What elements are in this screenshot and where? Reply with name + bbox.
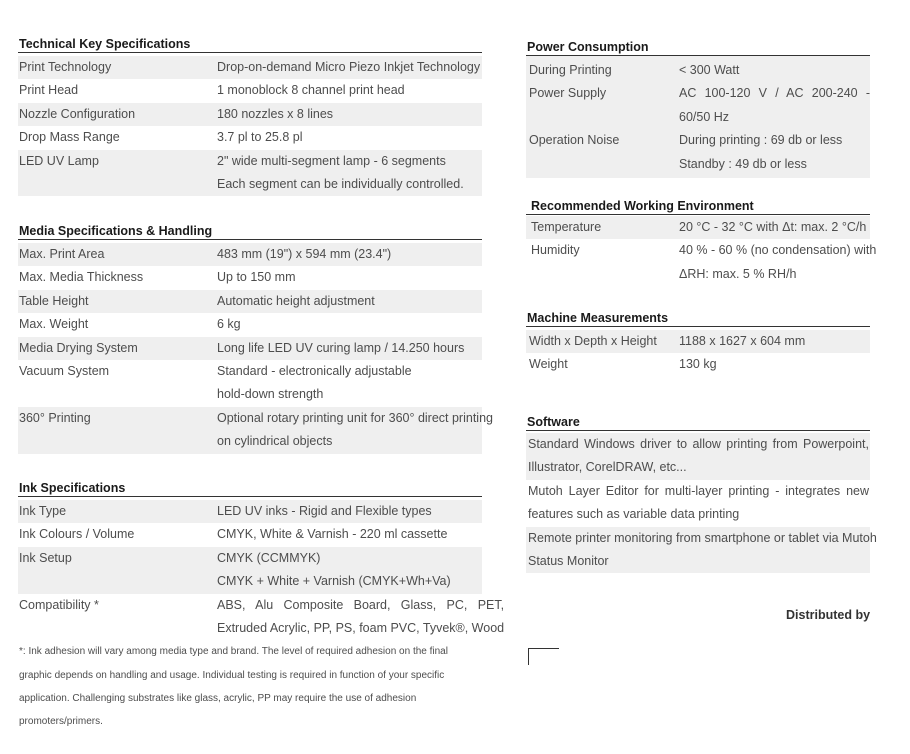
spec-value: < 300 Watt [679,63,740,77]
footnote-line: promoters/primers. [19,716,103,728]
power-table [526,56,870,178]
spec-value: 60/50 Hz [679,109,730,124]
footnote-line: *: Ink adhesion will vary among media type and brand. The level of required adhesion on the final [19,646,448,658]
footnote-line: graphic depends on handling and usage. Individual testing is required in function of your specific [19,669,445,681]
media-specs-title: Media Specifications & Handling [18,224,482,240]
software-line: Mutoh Layer Editor for multi-layer printing - integrates new [528,483,869,498]
spec-label: During Printing [529,63,612,77]
spec-row [526,353,870,376]
spec-label: Humidity [531,243,580,258]
spec-label: Ink Setup [19,550,72,565]
software-item [526,433,870,480]
software-title: Software [526,415,870,431]
spec-label: Max. Weight [19,317,89,332]
spec-value: 6 kg [217,317,241,332]
environment-section [526,199,877,286]
ink-specs-title: Ink Specifications [18,481,482,497]
spec-label: Max. Media Thickness [19,270,144,285]
power-title: Power Consumption [526,40,870,56]
spec-value: Automatic height adjustment [217,293,375,308]
spec-row [18,407,493,454]
spec-label: Operation Noise [529,133,620,148]
spec-value: Long life LED UV curing lamp / 14.250 hours [217,340,465,355]
footnote-line: application. Challenging substrates like glass, acrylic, PP may require the use of adhesion [19,693,417,705]
spec-row [18,313,482,336]
spec-label: Ink Colours / Volume [19,527,135,542]
spec-value: 20 °C - 32 °C with Δt: max. 2 °C/h [679,220,867,234]
software-line: features such as variable data printing [528,507,740,522]
spec-value: 3.7 pl to 25.8 pl [217,130,303,145]
technical-specs-section [18,37,482,196]
spec-row [526,82,870,129]
spec-row [526,216,870,239]
spec-row [18,56,482,79]
ink-specs-section [18,481,505,734]
spec-row [18,594,505,641]
spec-value: 1 monoblock 8 channel print head [217,83,405,98]
spec-label: Temperature [531,220,602,234]
environment-title: Recommended Working Environment [526,199,870,215]
spec-value: 1188 x 1627 x 604 mm [679,334,806,348]
spec-row [18,103,482,126]
spec-label: Ink Type [19,504,67,518]
software-item [526,480,870,527]
spec-label: Nozzle Configuration [19,106,136,121]
spec-label: Max. Print Area [19,247,105,261]
spec-value: LED UV inks - Rigid and Flexible types [217,504,432,518]
spec-row [18,266,482,289]
software-line: Status Monitor [528,554,609,569]
spec-label: Print Technology [19,60,112,74]
spec-label: Media Drying System [19,340,138,355]
spec-value: AC 100-120 V / AC 200-240 - [679,86,870,101]
spec-row [18,360,482,407]
software-line: Standard Windows driver to allow printing from Powerpoint, [528,437,869,451]
spec-value: Optional rotary printing unit for 360° direct printing [217,410,493,425]
spec-row [18,150,482,197]
spec-value: During printing : 69 db or less [679,133,843,148]
spec-label: Drop Mass Range [19,130,120,145]
spec-label: Power Supply [529,86,607,101]
machine-section [526,311,870,377]
spec-label: Table Height [19,293,89,308]
spec-label: Width x Depth x Height [529,334,657,348]
spec-value: Up to 150 mm [217,270,296,285]
spec-value: Standard - electronically adjustable [217,364,412,379]
spec-value: Drop-on-demand Micro Piezo Inkjet Technology [217,60,481,74]
spec-row [18,337,482,360]
spec-value: 180 nozzles x 8 lines [217,106,334,121]
spec-value: 483 mm (19") x 594 mm (23.4") [217,247,392,261]
spec-row [18,523,482,546]
spec-label: Vacuum System [19,364,110,379]
spec-row [526,330,870,353]
distributor-logo-frame [528,648,559,665]
spec-label: Compatibility * [19,597,99,612]
software-line: Illustrator, CorelDRAW, etc... [528,460,687,475]
spec-value: Extruded Acrylic, PP, PS, foam PVC, Tyvek®, Wood [217,621,505,636]
spec-row [18,290,482,313]
spec-label: Weight [529,357,568,372]
distributed-by-label: Distributed by [786,608,871,622]
technical-specs-title: Technical Key Specifications [18,37,482,53]
spec-row [18,79,482,102]
spec-value: ABS, Alu Composite Board, Glass, PC, PET, [217,597,505,612]
spec-row [18,126,482,149]
spec-value: 2" wide multi-segment lamp - 6 segments [217,153,446,168]
spec-value: 40 % - 60 % (no condensation) with [679,243,877,258]
spec-label: Print Head [19,83,79,98]
spec-value: on cylindrical objects [217,434,333,449]
spec-value: CMYK + White + Varnish (CMYK+Wh+Va) [217,574,451,589]
spec-row [18,500,482,523]
spec-value: CMYK, White & Varnish - 220 ml cassette [217,527,448,542]
footnote [18,640,482,733]
spec-row [18,243,482,266]
spec-label: LED UV Lamp [19,153,99,168]
spec-value: CMYK (CCMMYK) [217,550,321,565]
spec-value: Standby : 49 db or less [679,156,807,171]
power-section [526,40,870,178]
spec-row [526,239,877,286]
software-line: Remote printer monitoring from smartphone or tablet via Mutoh [528,530,877,545]
spec-row [18,547,482,594]
spec-value: Each segment can be individually controlled. [217,177,464,192]
spec-row [526,129,870,176]
software-section [526,415,877,573]
spec-label: 360° Printing [19,410,91,425]
spec-value: 130 kg [679,357,717,372]
spec-value: ΔRH: max. 5 % RH/h [679,266,797,281]
spec-row [526,59,870,82]
spec-value: hold-down strength [217,387,324,402]
media-specs-section [18,224,493,454]
machine-title: Machine Measurements [526,311,870,327]
software-item [526,527,877,574]
